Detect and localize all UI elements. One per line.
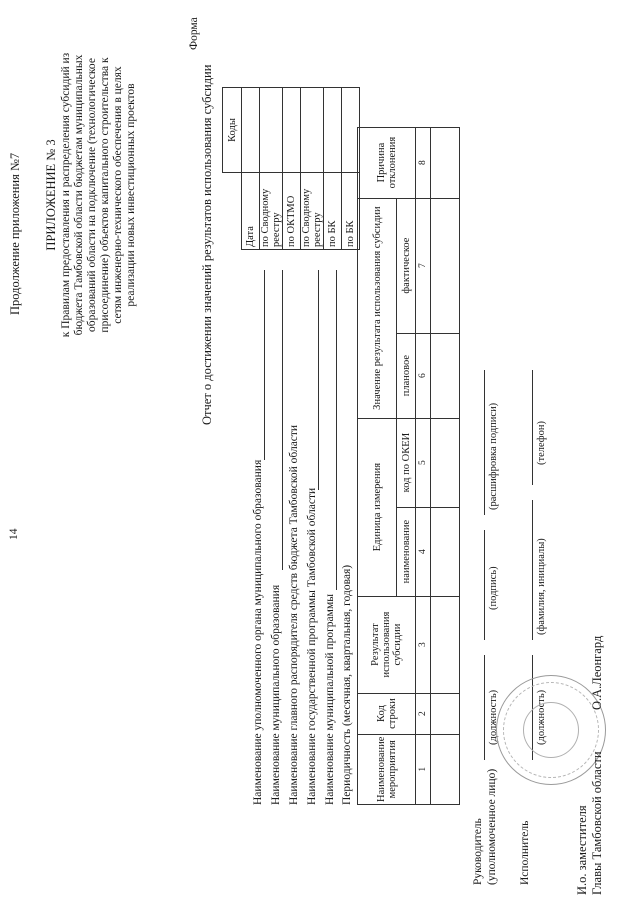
col-unit-group: Единица измерения <box>358 418 397 596</box>
codes-row-label: по БК <box>324 173 342 250</box>
col-number: 7 <box>416 198 431 333</box>
codes-row-label: по Сводному реестру <box>301 173 324 250</box>
col-number: 2 <box>416 693 431 734</box>
table-cell <box>431 596 460 693</box>
signature-caption: (подпись) <box>488 566 499 610</box>
field-underline <box>336 270 337 590</box>
field-state-program: Наименование государственной программы Тамбовской области <box>306 487 318 805</box>
field-underline <box>264 270 265 460</box>
footer-role-line-2: Главы Тамбовской области <box>590 751 604 895</box>
field-municipal-program: Наименование муниципальной программы <box>324 594 336 805</box>
col-value-plan: плановое <box>397 333 416 418</box>
col-unit-code: код по ОКЕИ <box>397 418 416 507</box>
appendix-line: образований области на подключение (технологическое <box>86 58 98 332</box>
field-underline <box>282 270 283 570</box>
table-cell <box>431 198 460 333</box>
appendix-line: реализации новых инвестиционных проектов <box>125 83 137 307</box>
table-cell <box>431 734 460 804</box>
col-value-group: Значение результата использования субсидии <box>358 198 397 418</box>
col-number: 5 <box>416 418 431 507</box>
col-number: 8 <box>416 127 431 198</box>
table-cell <box>431 693 460 734</box>
appendix-line: присоединение) объектов капитального строительства к <box>99 57 111 333</box>
field-periodicity: Периодичность (месячная, квартальная, годовая) <box>341 564 353 805</box>
signature-underline <box>532 370 533 485</box>
position-caption: (должность) <box>488 689 499 745</box>
position-caption-2: (должность) <box>536 689 547 745</box>
report-title: Отчет о достижении значений результатов использования субсидии <box>200 64 214 425</box>
footer-signer: О.А.Леонгард <box>590 635 604 710</box>
decoding-caption: (расшифровка подписи) <box>488 402 499 510</box>
col-deviation-reason: Причина отклонения <box>358 127 416 198</box>
phone-caption: (телефон) <box>536 421 547 465</box>
codes-header: Коды <box>223 88 242 173</box>
field-authorized-body: Наименование уполномоченного органа муниципального образования <box>252 459 264 805</box>
col-number: 6 <box>416 333 431 418</box>
codes-table <box>222 87 360 250</box>
appendix-line: к Правилам предоставления и распределения субсидий из <box>60 52 72 338</box>
col-number: 4 <box>416 507 431 596</box>
col-number: 3 <box>416 596 431 693</box>
col-value-fact: фактическое <box>397 198 416 333</box>
codes-row-value <box>301 88 324 173</box>
signature-underline <box>484 530 485 640</box>
signature-underline <box>532 500 533 640</box>
table-cell <box>431 333 460 418</box>
col-unit-name: наименование <box>397 507 416 596</box>
results-table <box>357 127 460 805</box>
executor-label: Исполнитель <box>519 820 531 885</box>
table-cell <box>431 507 460 596</box>
codes-row-value <box>324 88 342 173</box>
signature-underline <box>484 370 485 515</box>
codes-row-label: по Сводному реестру <box>260 173 283 250</box>
codes-row-value <box>283 88 301 173</box>
codes-row-value <box>260 88 283 173</box>
col-row-code: Код строки <box>358 693 416 734</box>
codes-row-label: Дата <box>242 173 260 250</box>
appendix-line: сетям инженерно-технического обеспечения в целях <box>112 66 124 324</box>
continuation-note: Продолжение приложения №7 <box>8 152 22 315</box>
col-activity-name: Наименование мероприятия <box>358 734 416 804</box>
col-number: 1 <box>416 734 431 804</box>
appendix-title: ПРИЛОЖЕНИЕ № 3 <box>44 139 58 251</box>
appendix-description <box>60 5 138 385</box>
table-cell <box>431 127 460 198</box>
form-label: Форма <box>188 17 200 50</box>
appendix-line: бюджета Тамбовской области бюджетам муниципальных <box>73 54 85 336</box>
codes-row-label: по ОКТМО <box>283 173 301 250</box>
col-result: Результат использования субсидии <box>358 596 416 693</box>
footer-role-line-1: И.о. заместителя <box>575 805 589 895</box>
table-cell <box>431 418 460 507</box>
fio-caption: (фамилия, инициалы) <box>536 538 547 635</box>
page-number: 14 <box>8 528 20 540</box>
field-underline <box>318 270 319 490</box>
codes-row-label: по БК <box>342 173 360 250</box>
field-municipality: Наименование муниципального образования <box>270 584 282 805</box>
head-label: Руководитель <box>472 818 484 885</box>
codes-row-value <box>242 88 260 173</box>
head-label-sub: (уполномоченное лицо) <box>486 768 498 885</box>
signature-underline <box>484 655 485 760</box>
field-chief-administrator: Наименование главного распорядителя средств бюджета Тамбовской области <box>288 424 300 805</box>
